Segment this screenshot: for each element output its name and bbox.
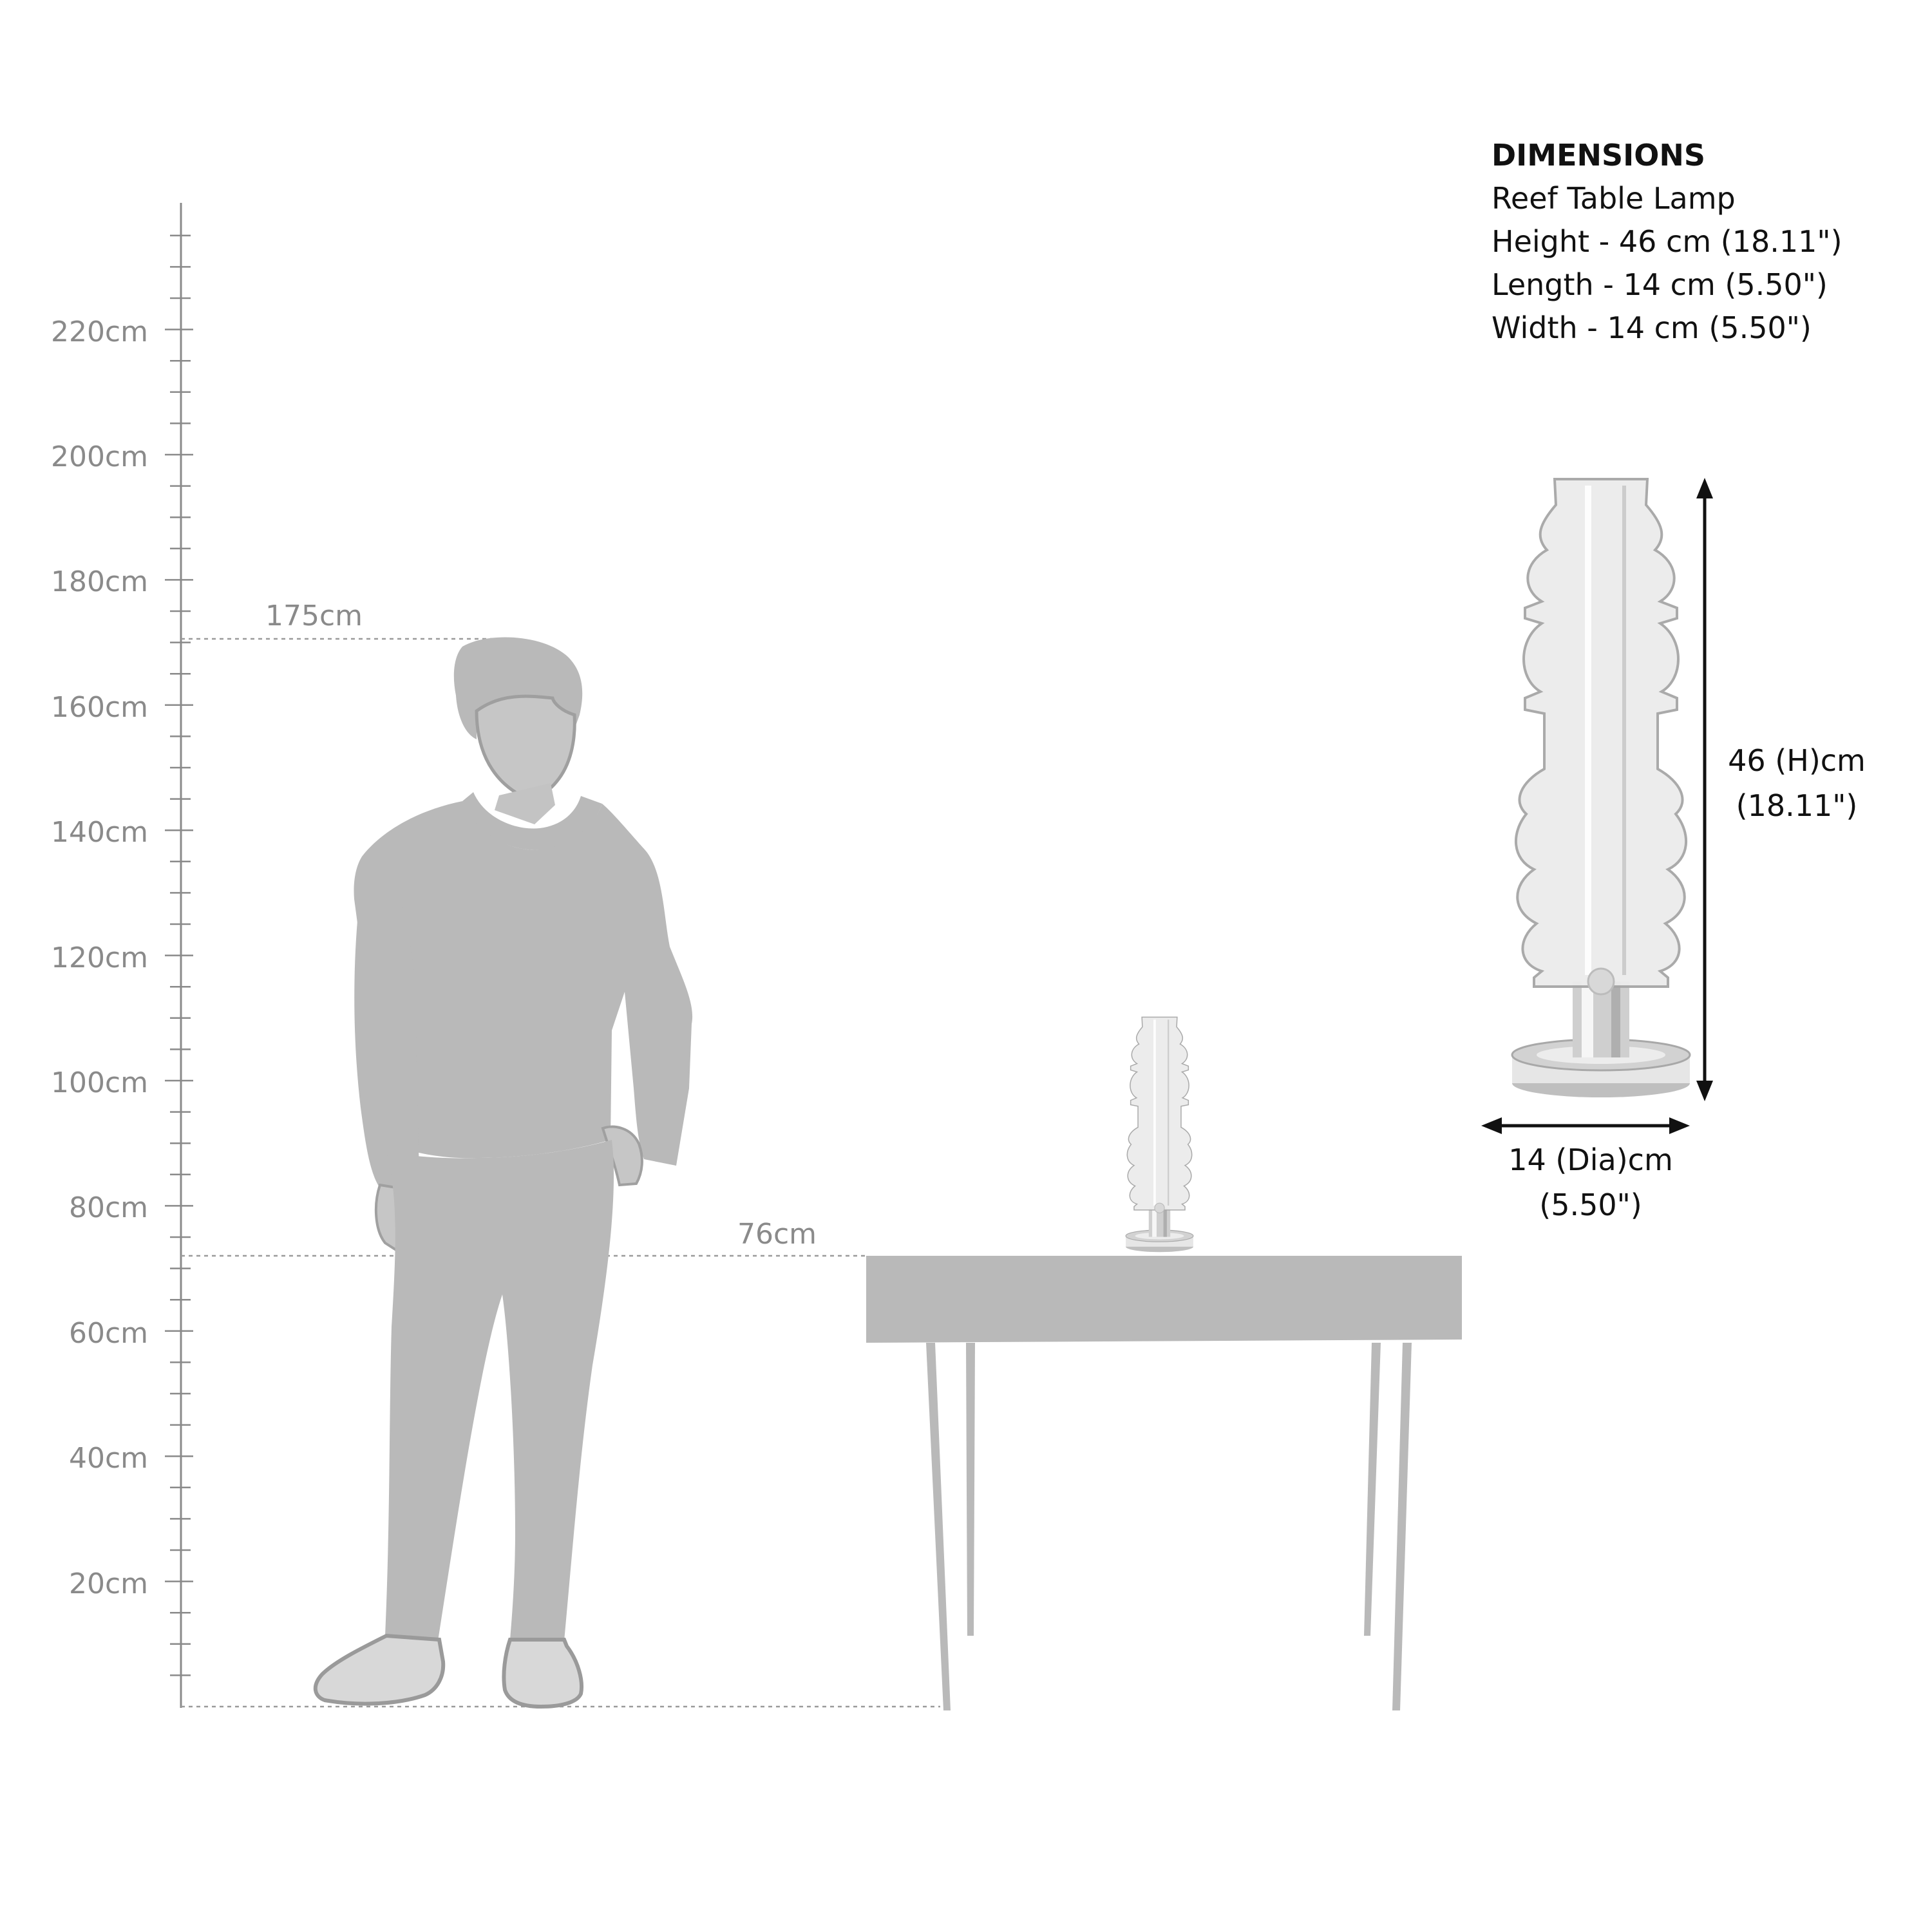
person-height-label: 175cm: [265, 600, 363, 632]
height-scale: [165, 203, 193, 1708]
height-dimension-arrow: [1696, 478, 1713, 1101]
scale-label: 20cm: [68, 1567, 148, 1600]
scale-label: 180cm: [50, 565, 148, 599]
scale-label: 140cm: [50, 816, 148, 849]
scale-label: 40cm: [68, 1442, 148, 1475]
scale-ticks: [165, 236, 193, 1676]
lamp-height-cm: 46 (H)cm: [1728, 743, 1866, 778]
lamp-on-table: [1126, 1017, 1193, 1252]
lamp-diameter-label: [1494, 1137, 1687, 1227]
lamp-diameter-cm: 14 (Dia)cm: [1508, 1142, 1673, 1177]
dimensions-heading: DIMENSIONS: [1492, 138, 1705, 173]
table-height-label: 76cm: [737, 1218, 817, 1251]
scale-label: 160cm: [50, 690, 148, 724]
dimensions-panel: [1492, 134, 1842, 350]
spec-length: Length - 14 cm (5.50"): [1492, 267, 1828, 302]
lamp-diameter-in: (5.50"): [1539, 1188, 1642, 1222]
scale-label: 120cm: [50, 941, 148, 974]
lamp-height-in: (18.11"): [1736, 788, 1858, 823]
table-silhouette: [866, 1256, 1462, 1710]
scale-label: 220cm: [50, 315, 148, 348]
product-name: Reef Table Lamp: [1492, 181, 1736, 216]
scale-label: 60cm: [68, 1316, 148, 1350]
person-silhouette: [316, 637, 692, 1707]
spec-width: Width - 14 cm (5.50"): [1492, 310, 1812, 345]
scale-label: 200cm: [50, 440, 148, 473]
scale-label: 80cm: [68, 1191, 148, 1225]
scale-label: 100cm: [50, 1066, 148, 1099]
spec-height: Height - 46 cm (18.11"): [1492, 224, 1842, 259]
width-dimension-arrow: [1481, 1117, 1690, 1134]
lamp-height-label: [1713, 738, 1880, 828]
lamp-detail-image: [1512, 479, 1690, 1097]
